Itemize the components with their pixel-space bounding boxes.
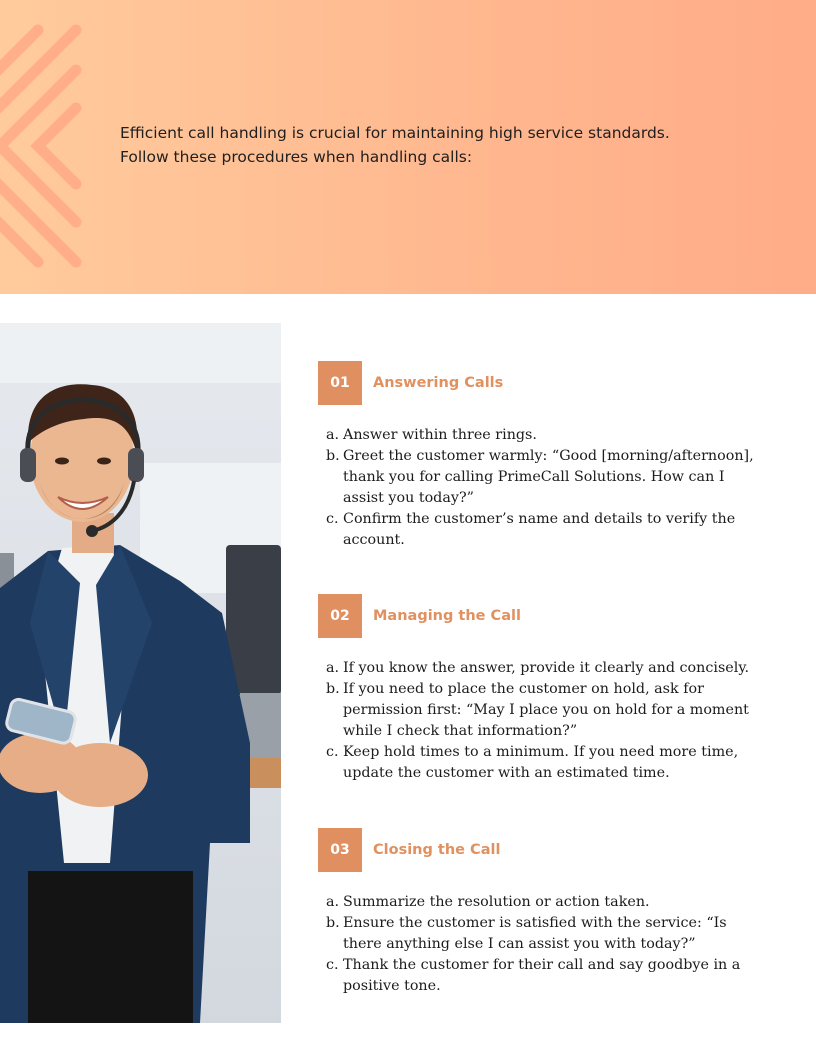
list-marker: a. (326, 427, 340, 443)
header-banner (0, 0, 816, 294)
list-item-text: Confirm the customer’s name and details to verify the account. (343, 511, 736, 548)
section-title: Answering Calls (373, 375, 504, 391)
list-marker: b. (326, 681, 340, 697)
agent-photo (0, 323, 281, 1023)
section-title: Managing the Call (373, 608, 521, 624)
intro-text (120, 121, 720, 169)
section-managing-the-call (318, 594, 758, 784)
section-number-badge: 02 (318, 594, 362, 638)
list-item (318, 425, 758, 446)
intro-line-2: Follow these procedures when handling calls: (120, 148, 473, 166)
section-number-badge: 03 (318, 828, 362, 872)
section-header (318, 594, 758, 638)
step-list (318, 658, 758, 784)
section-header (318, 361, 758, 405)
list-item-text: If you need to place the customer on hold, ask for permission first: “May I place you on hold for a moment while I check that information?” (343, 681, 749, 739)
agent-illustration (0, 323, 281, 1023)
step-list (318, 425, 758, 551)
section-closing-the-call (318, 828, 758, 997)
list-item (318, 955, 758, 997)
section-title: Closing the Call (373, 842, 501, 858)
list-item (318, 509, 758, 551)
list-item (318, 658, 758, 679)
list-item (318, 679, 758, 742)
list-item-text: Thank the customer for their call and say goodbye in a positive tone. (343, 957, 741, 994)
list-item-text: Greet the customer warmly: “Good [morning/afternoon], thank you for calling PrimeCall Solutions. How can I assist you today?” (343, 448, 754, 506)
list-marker: c. (326, 511, 339, 527)
section-header (318, 828, 758, 872)
step-list (318, 892, 758, 997)
list-item-text: Answer within three rings. (343, 427, 537, 443)
list-item (318, 913, 758, 955)
list-item-text: Keep hold times to a minimum. If you need more time, update the customer with an estimated time. (343, 744, 739, 781)
list-item (318, 446, 758, 509)
list-marker: c. (326, 744, 339, 760)
chevron-pattern-icon (0, 0, 110, 294)
list-marker: a. (326, 660, 340, 676)
list-item-text: Ensure the customer is satisfied with the service: “Is there anything else I can assist you with today?” (343, 915, 727, 952)
list-marker: a. (326, 894, 340, 910)
section-answering-calls (318, 361, 758, 551)
list-marker: c. (326, 957, 339, 973)
list-item-text: If you know the answer, provide it clearly and concisely. (343, 660, 750, 676)
list-marker: b. (326, 448, 340, 464)
list-item (318, 742, 758, 784)
section-number-badge: 01 (318, 361, 362, 405)
list-item-text: Summarize the resolution or action taken. (343, 894, 650, 910)
list-item (318, 892, 758, 913)
list-marker: b. (326, 915, 340, 931)
intro-line-1: Efficient call handling is crucial for maintaining high service standards. (120, 124, 670, 142)
